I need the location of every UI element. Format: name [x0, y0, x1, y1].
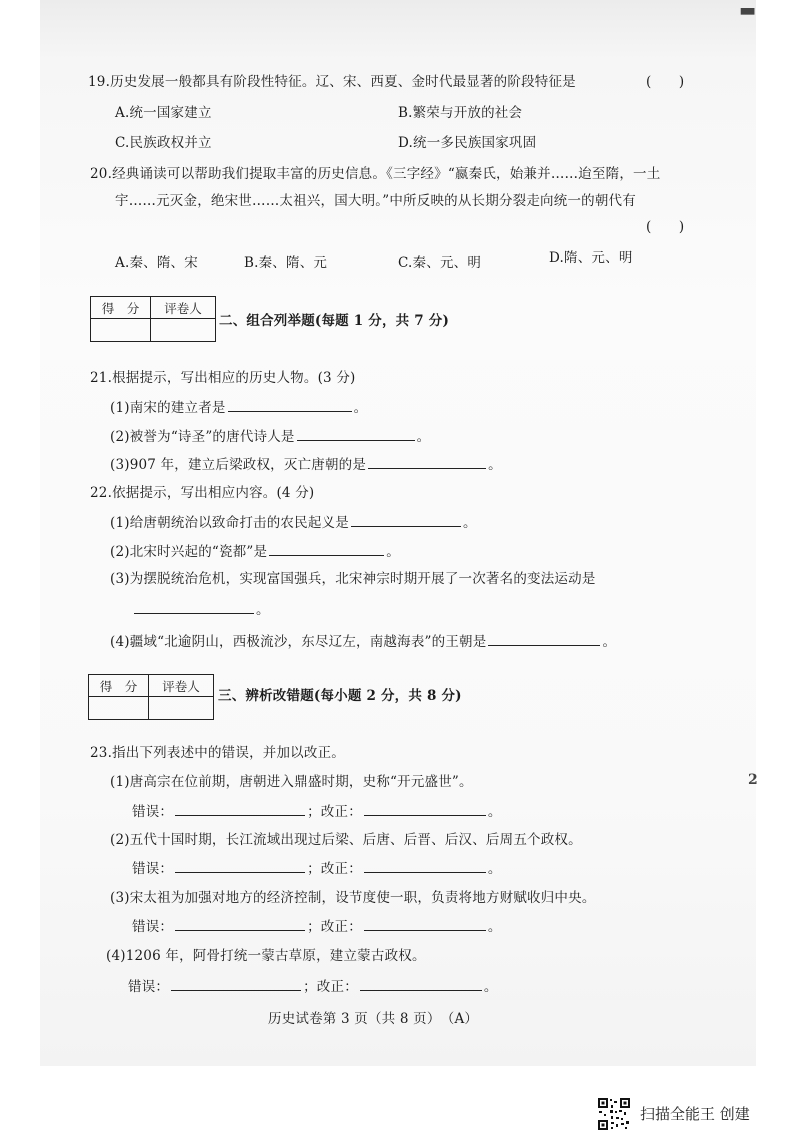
- scanner-watermark: 扫描全能王 创建: [640, 1105, 750, 1123]
- answer-blank[interactable]: [134, 601, 254, 614]
- q23-answer-1: 错误： ；改正： 。: [132, 804, 502, 820]
- q20-bracket: ( ): [646, 219, 685, 235]
- page-margin: [0, 0, 40, 1124]
- fix-blank[interactable]: [360, 978, 482, 991]
- section2-title: 二、组合列举题(每题 1 分，共 7 分): [219, 313, 450, 329]
- fix-blank[interactable]: [364, 860, 486, 873]
- q20-option-b: B.秦、隋、元: [244, 255, 328, 271]
- q22-item-3: (3)为摆脱统治危机，实现富国强兵，北宋神宗时期开展了一次著名的变法运动是: [110, 571, 596, 587]
- answer-blank[interactable]: [368, 456, 486, 469]
- grader-label: 评卷人: [151, 297, 215, 319]
- corner-mark: ▬: [738, 0, 756, 21]
- q21-stem: 21.根据提示，写出相应的历史人物。(3 分): [90, 370, 356, 386]
- q21-item-2: (2)被誉为“诗圣”的唐代诗人是 。: [110, 429, 431, 445]
- fix-blank[interactable]: [364, 918, 486, 931]
- q19-option-d: D.统一多民族国家巩固: [398, 135, 537, 151]
- answer-blank[interactable]: [297, 428, 415, 441]
- grader-cell: [149, 697, 213, 719]
- q22-item-2: (2)北宋时兴起的“瓷都”是 。: [110, 544, 400, 560]
- q21-item-1: (1)南宋的建立者是 。: [110, 400, 368, 416]
- score-cell: [91, 319, 151, 341]
- q23-answer-4: 错误： ；改正： 。: [128, 979, 498, 995]
- fix-blank[interactable]: [364, 803, 486, 816]
- q23-answer-3: 错误： ；改正： 。: [132, 919, 502, 935]
- q23-item-2: (2)五代十国时期，长江流域出现过后梁、后唐、后晋、后汉、后周五个政权。: [110, 832, 582, 848]
- side-margin-mark: 2: [748, 772, 758, 788]
- grader-cell: [151, 319, 215, 341]
- q19-option-c: C.民族政权并立: [115, 135, 212, 151]
- qr-code-icon: [597, 1097, 631, 1131]
- section3-title: 三、辨析改错题(每小题 2 分，共 8 分): [218, 688, 462, 704]
- q23-stem: 23.指出下列表述中的错误，并加以改正。: [90, 745, 345, 761]
- q22-item-1: (1)给唐朝统治以致命打击的农民起义是 。: [110, 515, 477, 531]
- q19-stem: 19.历史发展一般都具有阶段性特征。辽、宋、西夏、金时代最显著的阶段特征是: [88, 74, 576, 90]
- q21-item-3: (3)907 年，建立后梁政权，灭亡唐朝的是 。: [110, 457, 502, 473]
- answer-blank[interactable]: [228, 399, 352, 412]
- score-box-section2: [90, 296, 216, 342]
- q22-item-4: (4)疆域“北逾阴山，西极流沙，东尽辽左，南越海表”的王朝是 。: [110, 634, 617, 650]
- q23-item-1: (1)唐高宗在位前期，唐朝进入鼎盛时期，史称“开元盛世”。: [110, 774, 473, 790]
- error-blank[interactable]: [175, 860, 305, 873]
- q19-option-b: B.繁荣与开放的社会: [398, 105, 523, 121]
- page-footer: 历史试卷第 3 页（共 8 页） （A）: [268, 1011, 479, 1027]
- q20-option-a: A.秦、隋、宋: [115, 255, 198, 271]
- q19-option-a: A.统一国家建立: [115, 105, 212, 121]
- grader-label: 评卷人: [149, 675, 213, 697]
- score-box-section3: [88, 674, 214, 720]
- q19-bracket: ( ): [646, 74, 685, 90]
- q23-item-3: (3)宋太祖为加强对地方的经济控制，设节度使一职，负责将地方财赋收归中央。: [110, 890, 596, 906]
- q20-line2: 宇……元灭金，绝宋世……太祖兴，国大明。”中所反映的从长期分裂走向统一的朝代有: [115, 193, 636, 209]
- score-label: 得 分: [91, 297, 151, 319]
- q23-item-4: (4)1206 年，阿骨打统一蒙古草原，建立蒙古政权。: [106, 948, 426, 964]
- exam-page: [40, 0, 756, 1066]
- score-label: 得 分: [89, 675, 149, 697]
- q20-option-c: C.秦、元、明: [398, 255, 482, 271]
- q20-line1: 20.经典诵读可以帮助我们提取丰富的历史信息。《三字经》“嬴秦氏，始兼并……迨至隋，一土: [90, 166, 661, 182]
- q22-item-3-answer: 。: [132, 601, 270, 618]
- error-blank[interactable]: [175, 803, 305, 816]
- answer-blank[interactable]: [269, 543, 384, 556]
- q23-answer-2: 错误： ；改正： 。: [132, 861, 502, 877]
- score-cell: [89, 697, 149, 719]
- error-blank[interactable]: [171, 978, 301, 991]
- answer-blank[interactable]: [351, 514, 461, 527]
- q22-stem: 22.依据提示，写出相应内容。(4 分): [90, 485, 315, 501]
- q20-option-d: D.隋、元、明: [549, 250, 633, 266]
- answer-blank[interactable]: [488, 633, 600, 646]
- error-blank[interactable]: [175, 918, 305, 931]
